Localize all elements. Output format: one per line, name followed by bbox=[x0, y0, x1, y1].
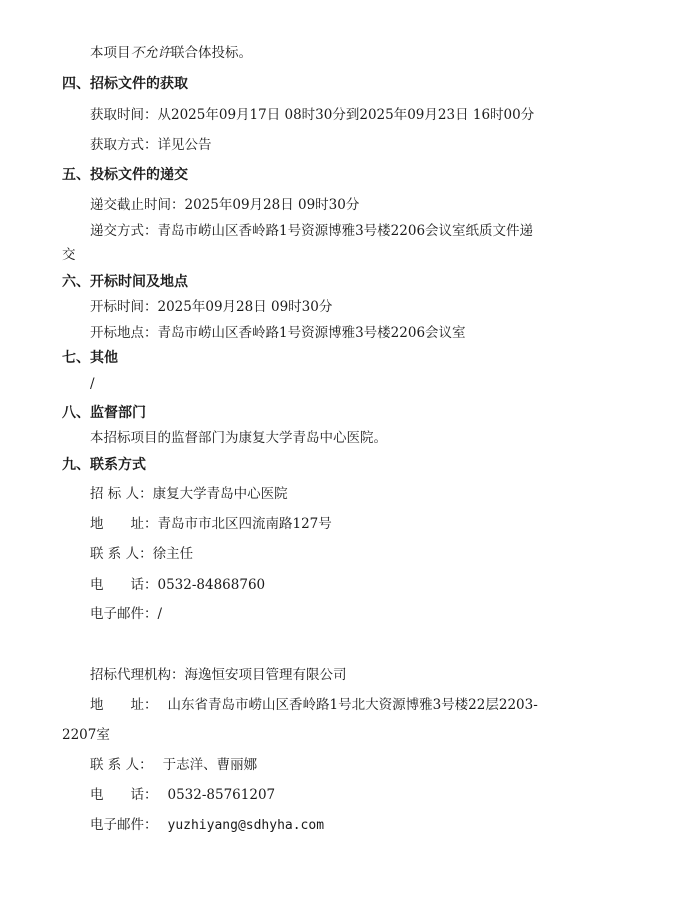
agency-name-value: 海逸恒安项目管理有限公司 bbox=[184, 667, 347, 683]
agency-name-row bbox=[90, 666, 347, 684]
section-heading-7: 七、其他 bbox=[62, 350, 118, 366]
tenderer-name-row bbox=[90, 485, 288, 503]
tenderer-contact-label: 联 系 人： bbox=[90, 546, 153, 562]
agency-phone-row bbox=[90, 786, 275, 804]
tenderer-phone-label: 电 话： bbox=[90, 577, 158, 593]
submission-deadline: 递交截止时间：2025年09月28日 09时30分 bbox=[90, 197, 360, 213]
tenderer-address-value: 青岛市市北区四流南路127号 bbox=[157, 516, 332, 532]
opening-place: 开标地点：青岛市崂山区香岭路1号资源博雅3号楼2206会议室 bbox=[90, 325, 466, 341]
acquire-method: 获取方式：详见公告 bbox=[90, 137, 212, 153]
section-heading-5: 五、投标文件的递交 bbox=[62, 167, 188, 183]
agency-address-row bbox=[90, 696, 538, 714]
other-content: / bbox=[90, 376, 95, 392]
submission-method-line1: 递交方式：青岛市崂山区香岭路1号资源博雅3号楼2206会议室纸质文件递 bbox=[90, 223, 534, 239]
tenderer-phone-row bbox=[90, 576, 265, 594]
tenderer-address-label: 地 址： bbox=[90, 516, 158, 532]
acquire-time: 获取时间：从2025年09月17日 08时30分到2025年09月23日 16时00分 bbox=[90, 107, 535, 123]
tenderer-contact-value: 徐主任 bbox=[152, 546, 194, 562]
section-heading-6: 六、开标时间及地点 bbox=[62, 274, 188, 290]
tenderer-phone-value: 0532-84868760 bbox=[157, 577, 266, 593]
consortium-post: 联合体投标。 bbox=[171, 45, 252, 61]
section-heading-4: 四、招标文件的获取 bbox=[62, 76, 188, 92]
tenderer-name-label: 招 标 人： bbox=[90, 486, 153, 502]
tenderer-email-value: / bbox=[157, 606, 163, 622]
section-heading-8: 八、监督部门 bbox=[62, 405, 146, 421]
consortium-statement bbox=[90, 44, 252, 62]
agency-contact-label: 联 系 人： bbox=[90, 757, 153, 773]
consortium-pre: 本项目 bbox=[90, 45, 131, 61]
agency-email-value: yuzhiyang@sdhyha.com bbox=[167, 818, 325, 833]
agency-email-row bbox=[90, 816, 324, 835]
agency-address-label: 地 址： bbox=[90, 697, 158, 713]
supervision-statement: 本招标项目的监督部门为康复大学青岛中心医院。 bbox=[90, 430, 387, 446]
agency-phone-label: 电 话： bbox=[90, 787, 158, 803]
agency-contact-row bbox=[90, 756, 257, 774]
agency-contact-value: 于志洋、曹丽娜 bbox=[162, 757, 258, 773]
tenderer-name-value: 康复大学青岛中心医院 bbox=[152, 486, 288, 502]
agency-name-label: 招标代理机构： bbox=[90, 667, 185, 683]
submission-method-line2: 交 bbox=[62, 247, 76, 263]
agency-address-value-line1: 山东省青岛市崂山区香岭路1号北大资源博雅3号楼22层2203- bbox=[167, 697, 538, 713]
opening-time: 开标时间：2025年09月28日 09时30分 bbox=[90, 299, 333, 315]
agency-phone-value: 0532-85761207 bbox=[167, 787, 276, 803]
tenderer-email-label: 电子邮件： bbox=[90, 606, 158, 622]
tenderer-contact-row bbox=[90, 545, 193, 563]
consortium-emphasis: 不允许 bbox=[130, 45, 171, 61]
agency-email-label: 电子邮件： bbox=[90, 817, 158, 833]
tenderer-email-row bbox=[90, 605, 162, 623]
section-heading-9: 九、联系方式 bbox=[62, 457, 146, 473]
tenderer-address-row bbox=[90, 515, 332, 533]
agency-address-value-line2: 2207室 bbox=[62, 727, 110, 743]
